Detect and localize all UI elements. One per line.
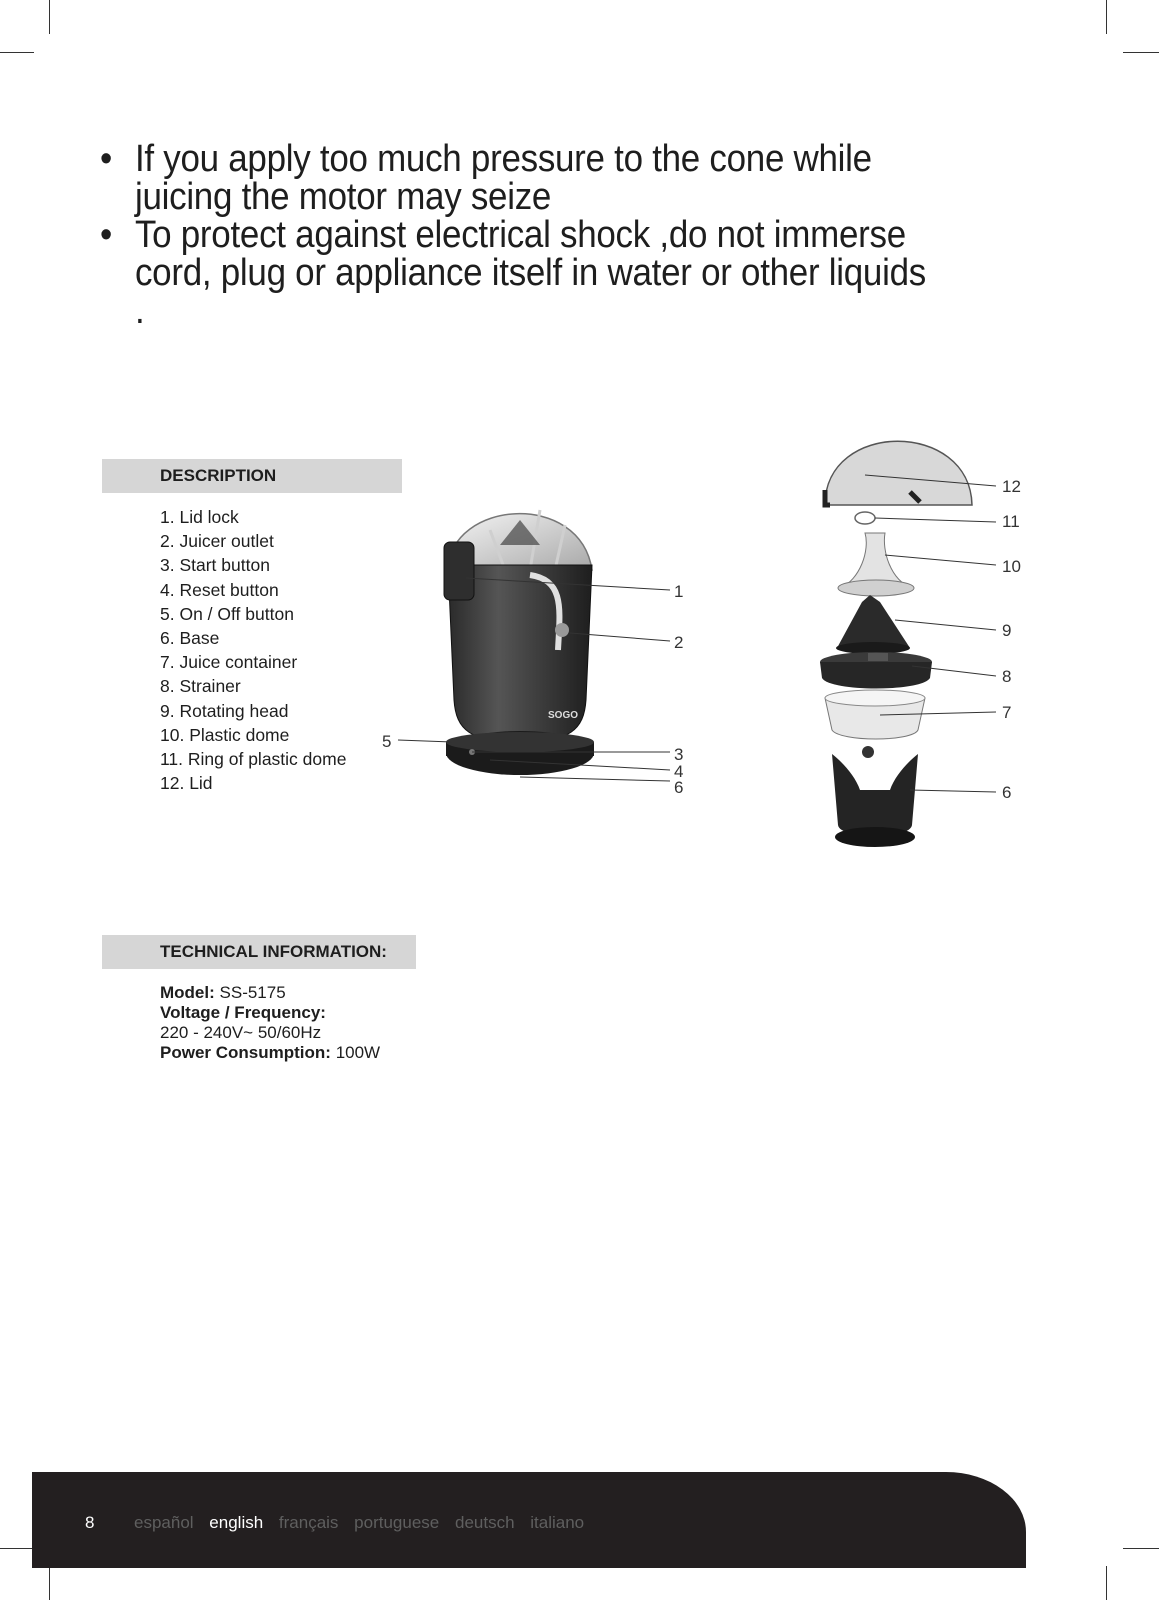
description-item: 5. On / Off button [160, 603, 294, 624]
description-item: 9. Rotating head [160, 700, 289, 721]
technical-info [160, 983, 380, 1063]
bullet-dot: • [100, 138, 112, 180]
callout-9: 9 [1002, 621, 1012, 640]
description-item: 3. Start button [160, 555, 270, 576]
description-item: 10. Plastic dome [160, 724, 290, 745]
bullet-text: If you apply too much pressure to the cone while juicing the motor may seize [134, 138, 872, 218]
description-item: 1. Lid lock [160, 507, 239, 527]
bullet-item [100, 140, 928, 216]
crop-mark [49, 0, 50, 34]
crop-mark [0, 52, 34, 53]
juicer-illustration [444, 510, 594, 775]
callout-5: 5 [382, 732, 392, 751]
voltage-row [160, 1003, 380, 1023]
description-heading: DESCRIPTION [102, 459, 402, 493]
callout-11: 11 [1002, 512, 1020, 531]
juicer-assembled-diagram [380, 490, 710, 820]
crop-mark [49, 1566, 50, 1600]
crop-mark [1106, 1566, 1107, 1600]
description-item: 2. Juicer outlet [160, 531, 274, 552]
language-link-italiano[interactable]: italiano [530, 1513, 585, 1532]
bullet-item [100, 216, 928, 330]
brand-label: SOGO [548, 710, 579, 721]
callout-12: 12 [1002, 477, 1021, 496]
power-label: Power Consumption: [160, 1043, 331, 1062]
callout-6-exploded: 6 [1002, 783, 1012, 802]
language-link-english[interactable]: english [209, 1513, 264, 1532]
model-label: Model: [160, 983, 215, 1002]
bullet-text: To protect against electrical shock ,do not immerse cord, plug or appliance itself in water or other liquids . [134, 214, 926, 332]
description-item: 8. Strainer [160, 676, 241, 697]
language-link-deutsch[interactable]: deutsch [454, 1513, 515, 1532]
callout-4: 4 [674, 762, 684, 781]
crop-mark [1123, 52, 1159, 53]
callout-2: 2 [674, 633, 684, 652]
model-value: SS-5175 [219, 983, 286, 1002]
description-item: 11. Ring of plastic dome [160, 749, 347, 770]
callout-3: 3 [674, 745, 684, 764]
callout-1: 1 [674, 582, 684, 601]
juicer-exploded-diagram [800, 430, 1050, 870]
callout-8: 8 [1002, 667, 1012, 686]
power-row [160, 1043, 380, 1063]
model-row [160, 983, 380, 1003]
exploded-parts [820, 441, 972, 847]
crop-mark [0, 1548, 34, 1549]
description-item: 6. Base [160, 628, 220, 649]
technical-heading: TECHNICAL INFORMATION: [102, 935, 416, 969]
description-item: 12. Lid [160, 773, 213, 794]
bullet-dot: • [100, 214, 112, 256]
voltage-label: Voltage / Frequency: [160, 1003, 326, 1022]
language-link-portuguese[interactable]: portuguese [354, 1513, 440, 1532]
voltage-value: 220 - 240V~ 50/60Hz [160, 1023, 322, 1042]
language-nav [134, 1513, 595, 1533]
callout-7: 7 [1002, 703, 1012, 722]
callout-6: 6 [674, 778, 684, 797]
page-number: 8 [85, 1513, 95, 1532]
description-item: 7. Juice container [160, 652, 298, 673]
language-link-francais[interactable]: français [278, 1513, 339, 1532]
crop-mark [1123, 1548, 1159, 1549]
language-link-espanol[interactable]: español [134, 1513, 194, 1532]
description-item: 4. Reset button [160, 579, 279, 600]
callout-10: 10 [1002, 557, 1021, 576]
safety-bullet-list [100, 140, 1000, 330]
description-list [160, 505, 346, 795]
power-value: 100W [335, 1043, 381, 1062]
crop-mark [1106, 0, 1107, 34]
